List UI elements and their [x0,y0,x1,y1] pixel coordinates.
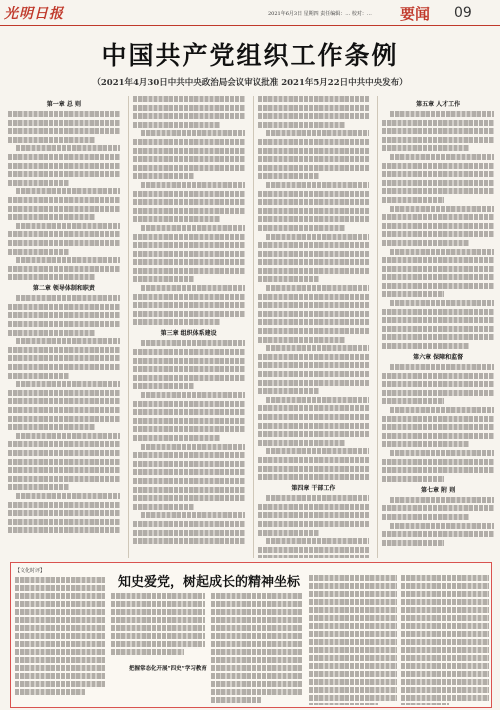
text-line [133,418,245,424]
text-line [258,105,370,111]
text-line [382,514,469,520]
text-line [382,128,494,134]
text-line [309,647,397,653]
text-line [258,165,370,171]
text-line [211,665,303,671]
text-line [266,397,370,403]
text-line [133,358,245,364]
text-line [211,673,303,679]
text-line [382,197,443,203]
text-line [15,617,105,623]
text-line [8,355,120,361]
text-line [133,366,245,372]
text-line [133,401,245,407]
text-line [401,703,449,705]
text-line [8,390,120,396]
text-line [258,122,345,128]
text-line [8,206,120,212]
text-line [211,657,303,663]
chapter-title: 第二章 领导体制和职责 [32,285,95,293]
text-line [133,521,245,527]
text-line [15,665,105,671]
text-line [211,681,303,687]
article-column-3 [211,593,303,710]
text-line [211,593,303,599]
text-line [133,452,245,458]
text-line [8,364,120,370]
text-line [8,240,120,246]
text-line [258,311,370,317]
text-line [8,476,120,482]
text-line [390,249,494,255]
text-line [390,407,494,413]
text-line [8,274,95,280]
text-line [8,231,120,237]
text-line [133,426,245,432]
text-line [382,223,494,229]
text-line [16,188,120,194]
text-line [16,257,120,263]
text-line [15,577,105,583]
text-line [390,450,494,456]
text-line [309,663,397,669]
text-line [401,647,489,653]
text-line [133,122,220,128]
text-line [258,354,370,360]
text-line [266,130,370,136]
text-line [8,373,69,379]
text-line [211,689,303,695]
text-line [133,191,245,197]
text-line [309,599,397,605]
chapter-title: 第七章 附 则 [421,486,456,494]
text-line [133,156,245,162]
text-line [8,163,120,169]
text-line [382,531,494,537]
text-line [258,457,370,463]
text-line [211,617,303,623]
text-line [133,302,245,308]
text-line [141,340,245,346]
text-line [111,641,205,647]
text-line [133,383,194,389]
text-line [258,521,370,527]
text-line [258,113,370,119]
text-line [15,609,105,615]
text-line [382,257,494,263]
text-line [382,180,494,186]
text-line [141,182,245,188]
text-line [382,137,494,143]
text-line [258,328,370,334]
text-line [15,585,105,591]
text-line [8,249,69,255]
text-line [382,373,494,379]
text-column-2 [128,96,245,558]
text-line [258,337,345,343]
text-line [111,617,205,623]
text-line [211,649,303,655]
text-line [111,601,205,607]
chapter-title: 第一章 总 则 [46,101,81,108]
text-column-1 [8,96,120,558]
text-line [15,641,105,647]
newspaper-logo: 光明日报 [4,6,64,22]
text-line [258,388,319,394]
text-line [258,173,319,179]
text-line [111,593,205,599]
text-line [382,433,494,439]
text-line [382,145,469,151]
text-line [8,510,120,516]
text-line [266,448,370,454]
text-line [16,433,120,439]
text-line [258,268,370,274]
text-line [390,497,494,503]
text-line [382,381,494,387]
text-column-3 [253,96,370,558]
text-line [133,148,245,154]
text-line [258,474,370,480]
text-line [133,530,245,536]
text-line [8,304,120,310]
text-line [309,671,397,677]
text-line [8,154,120,160]
text-line [211,641,303,647]
text-line [382,240,469,246]
text-line [133,538,245,544]
text-line [133,268,245,274]
text-line [258,504,370,510]
text-line [8,398,120,404]
page-title: 中国共产党组织工作条例 [101,41,399,70]
text-line [133,242,245,248]
text-line [266,285,370,291]
text-line [8,450,120,456]
text-line [8,424,95,430]
text-line [141,130,245,136]
section-name: 要闻 [400,5,431,23]
text-line [16,493,120,499]
text-line [382,120,494,126]
text-line [258,380,370,386]
text-line [382,467,494,473]
text-line [258,208,370,214]
text-line [133,349,245,355]
text-line [8,527,120,533]
article-subhead: 把握常态化开展“四史”学习教育 [129,666,207,672]
text-line [141,285,245,291]
text-line [258,96,370,102]
text-line [133,199,245,205]
text-line [309,631,397,637]
text-line [309,687,397,693]
text-line [258,405,370,411]
text-line [258,371,370,377]
chapter-title: 第三章 组织体系建设 [160,330,217,338]
text-line [258,225,345,231]
text-line [111,633,205,639]
text-line [390,111,494,117]
text-line [390,154,494,160]
commentary-article [10,562,492,708]
text-line [133,294,245,300]
text-line [133,216,220,222]
text-line [133,469,245,475]
article-title: 知史爱党，树起成长的精神坐标 [117,575,300,590]
text-line [15,649,105,655]
text-column-4 [377,96,494,558]
text-line [16,381,120,387]
text-line [133,105,245,111]
text-line [141,512,245,518]
text-line [258,251,370,257]
text-line [390,300,494,306]
text-line [258,139,370,145]
text-line [382,416,494,422]
text-line [401,583,489,589]
text-line [266,495,370,501]
text-line [258,466,370,472]
text-line [258,414,370,420]
text-line [8,519,120,525]
text-line [133,461,245,467]
chapter-title: 第四章 干部工作 [291,485,336,493]
dateline: 2021年6月3日 星期四 责任编辑：… 校对：… [268,11,372,17]
text-line [133,478,245,484]
text-line [390,206,494,212]
text-line [382,214,494,220]
text-line [401,599,489,605]
text-line [309,703,378,705]
text-line [8,459,120,465]
text-line [266,182,370,188]
text-line [15,681,105,687]
text-line [309,607,397,613]
text-line [133,96,245,102]
text-line [258,512,370,518]
text-line [8,416,120,422]
text-line [15,657,105,663]
text-line [8,330,95,336]
text-line [258,259,370,265]
article-column-tag: 【文化时评】 [15,568,46,574]
text-line [8,120,120,126]
text-line [8,171,120,177]
text-line [309,655,397,661]
text-line [266,234,370,240]
text-line [16,145,120,151]
text-line [8,347,120,353]
text-line [8,321,120,327]
text-line [309,615,397,621]
text-line [382,540,443,546]
text-line [258,148,370,154]
text-line [111,609,205,615]
text-line [401,607,489,613]
text-line [8,266,120,272]
text-line [401,639,489,645]
text-line [401,679,489,685]
text-line [133,311,245,317]
text-line [15,593,105,599]
text-line [390,523,494,529]
text-line [211,609,303,615]
text-line [211,697,262,703]
text-line [133,435,220,441]
text-line [382,441,469,447]
text-line [15,673,105,679]
text-line [141,225,245,231]
text-line [133,495,245,501]
regulation-body [8,96,494,558]
text-line [258,431,370,437]
text-line [258,319,370,325]
text-line [401,575,489,581]
text-line [133,319,220,325]
text-line [8,502,120,508]
text-line [401,655,489,661]
text-line [15,601,105,607]
text-line [258,423,370,429]
text-line [390,364,494,370]
text-line [401,671,489,677]
text-line [8,197,120,203]
text-line [133,208,245,214]
text-line [382,291,443,297]
text-line [133,234,245,240]
text-line [309,623,397,629]
text-line [133,259,245,265]
text-line [309,639,397,645]
text-line [133,173,194,179]
text-line [401,615,489,621]
text-line [15,689,85,695]
text-line [15,625,105,631]
text-line [258,530,319,536]
text-line [133,139,245,145]
text-line [382,171,494,177]
text-line [258,302,370,308]
text-line [382,343,469,349]
text-line [133,504,194,510]
text-line [382,326,494,332]
text-line [401,663,489,669]
text-line [309,591,397,597]
text-line [133,113,245,119]
text-line [8,128,120,134]
page-number: 09 [454,5,472,21]
text-line [8,407,120,413]
text-line [401,623,489,629]
text-line [401,631,489,637]
text-line [382,283,494,289]
text-line [258,242,370,248]
text-line [258,294,370,300]
text-line [382,398,443,404]
page-subtitle: （2021年4月30日中共中央政治局会议审议批准 2021年5月22日中共中央发布） [92,78,408,88]
text-line [382,163,494,169]
text-line [258,440,345,446]
text-line [141,444,245,450]
text-line [8,312,120,318]
text-line [382,424,494,430]
text-line [211,625,303,631]
text-line [382,266,494,272]
text-line [401,695,489,701]
text-line [382,309,494,315]
masthead [0,0,500,26]
text-line [16,223,120,229]
text-line [258,191,370,197]
chapter-title: 第五章 人才工作 [416,101,461,108]
text-line [309,583,397,589]
text-line [133,165,245,171]
text-line [382,459,494,465]
text-line [8,484,69,490]
text-line [382,390,494,396]
text-line [258,276,319,282]
text-line [258,362,370,368]
text-line [141,392,245,398]
article-column-1 [15,577,105,707]
text-line [8,111,120,117]
text-line [401,591,489,597]
text-line [211,633,303,639]
article-column-2 [111,593,205,710]
text-line [266,538,370,544]
article-column-4 [309,575,397,705]
text-line [111,649,184,655]
chapter-title: 第六章 保障和监督 [413,354,464,362]
text-line [266,345,370,351]
text-line [309,695,397,701]
text-line [15,633,105,639]
text-line [133,487,245,493]
text-line [258,547,370,553]
text-line [382,188,494,194]
text-line [8,467,120,473]
text-line [258,216,370,222]
text-line [309,575,397,581]
text-line [382,505,494,511]
text-line [8,137,95,143]
text-line [258,156,370,162]
text-line [258,555,370,558]
text-line [8,180,69,186]
text-line [309,679,397,685]
text-line [133,409,245,415]
text-line [8,441,120,447]
text-line [258,199,370,205]
text-line [382,231,494,237]
text-line [133,251,245,257]
text-line [382,317,494,323]
text-line [111,625,205,631]
text-line [16,338,120,344]
text-line [8,214,95,220]
text-line [133,276,194,282]
text-line [401,687,489,693]
article-column-5 [401,575,489,705]
text-line [382,476,443,482]
text-line [382,334,494,340]
text-line [16,295,120,301]
text-line [211,601,303,607]
text-line [382,274,494,280]
text-line [133,375,245,381]
